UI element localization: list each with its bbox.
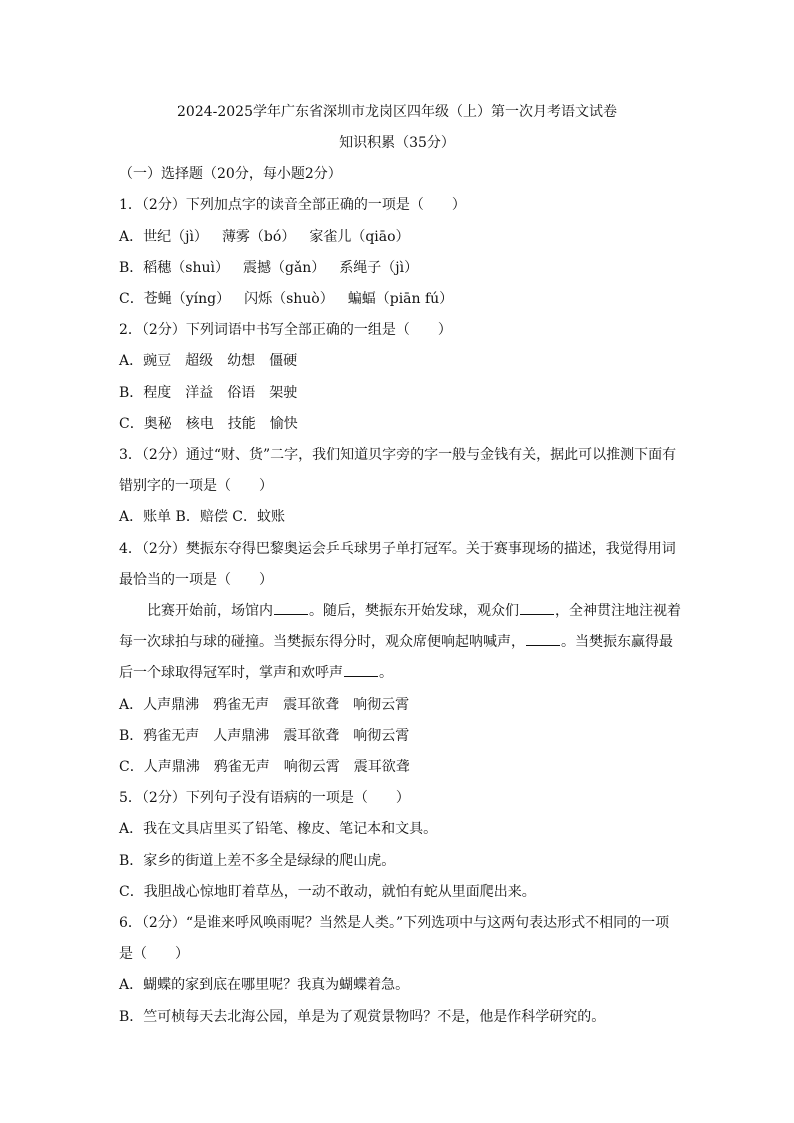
question-4-passage-line3 [119, 664, 679, 682]
question-2-option-b[interactable] [119, 384, 679, 402]
question-3-stem-line2: 错别字的一项是（ ） [119, 478, 273, 494]
option-text: C．苍蝇（yíng） [119, 291, 231, 307]
question-1-option-b[interactable] [119, 259, 679, 277]
question-1-option-a[interactable] [119, 228, 679, 246]
option-text: 核电 [185, 416, 214, 432]
option-text: 幼想 [227, 353, 256, 369]
option-text: 震撼（gǎn） [242, 260, 326, 276]
passage-text: 。当樊振东赢得最 [561, 634, 673, 650]
option-text: 僵硬 [269, 353, 298, 369]
option-text: 家雀儿（qiāo） [309, 229, 410, 245]
option-text: C．奥秘 [119, 416, 172, 432]
option-text: 愉快 [269, 416, 298, 432]
question-2-stem: 2．（2分）下列词语中书写全部正确的一组是（ ） [119, 322, 452, 338]
question-6-stem-line2: 是（ ） [119, 946, 189, 962]
answer-blank[interactable] [520, 602, 554, 615]
option-text: 响彻云霄 [353, 728, 410, 744]
answer-blank[interactable] [344, 664, 378, 677]
question-5-option-b[interactable]: B．家乡的街道上差不多全是绿绿的爬山虎。 [119, 853, 396, 869]
option-text: 人声鼎沸 [213, 728, 270, 744]
passage-text: 比赛开始前，场馆内 [147, 603, 273, 619]
passage-text: 后一个球取得冠军时，掌声和欢呼声 [119, 665, 343, 681]
option-text: 震耳欲聋 [353, 759, 410, 775]
option-text: B．鸦雀无声 [119, 728, 200, 744]
question-3-options[interactable]: A．账单 B．赔偿 C．蚊账 [119, 509, 286, 525]
option-text: A．世纪（jì） [119, 229, 208, 245]
option-text: A．人声鼎沸 [119, 697, 200, 713]
question-2-option-a[interactable] [119, 352, 679, 370]
exam-title: 2024-2025学年广东省深圳市龙岗区四年级（上）第一次月考语文试卷 [177, 104, 617, 120]
question-6-stem-line1: 6．（2分）“是谁来呼风唤雨呢？当然是人类。”下列选项中与这两句表达形式不相同的一项 [119, 915, 670, 931]
question-1-option-c[interactable] [119, 290, 679, 308]
option-text: 蝙蝠（piān fú） [347, 291, 454, 307]
passage-text: 。随后，樊振东开始发球，观众们 [309, 603, 519, 619]
question-1-stem: 1．（2分）下列加点字的读音全部正确的一项是（ ） [119, 197, 466, 213]
question-5-option-c[interactable]: C．我胆战心惊地盯着草丛，一动不敢动，就怕有蛇从里面爬出来。 [119, 884, 536, 900]
option-text: 技能 [227, 416, 256, 432]
question-2-option-c[interactable] [119, 415, 679, 433]
question-5-option-a[interactable]: A．我在文具店里买了铅笔、橡皮、笔记本和文具。 [119, 821, 438, 837]
question-6-option-a[interactable]: A．蝴蝶的家到底在哪里呢？我真为蝴蝶着急。 [119, 977, 410, 993]
option-text: 洋益 [185, 385, 214, 401]
option-text: 震耳欲聋 [283, 697, 340, 713]
question-4-stem-line1: 4．（2分）樊振东夺得巴黎奥运会乒乓球男子单打冠军。关于赛事现场的描述，我觉得用词 [119, 541, 676, 557]
option-text: 薄雾（bó） [221, 229, 296, 245]
question-4-passage-line2 [119, 633, 679, 651]
option-text: 震耳欲聋 [283, 728, 340, 744]
option-text: 俗语 [227, 385, 256, 401]
question-4-option-a[interactable] [119, 696, 679, 714]
option-text: A．豌豆 [119, 353, 172, 369]
option-text: B．稻穗（shuì） [119, 260, 229, 276]
subsection-title: （一）选择题（20分，每小题2分） [119, 166, 342, 182]
option-text: B．程度 [119, 385, 172, 401]
question-6-option-b[interactable]: B．竺可桢每天去北海公园，单是为了观赏景物吗？不是，他是作科学研究的。 [119, 1009, 606, 1025]
passage-text: ，全神贯注地注视着 [555, 603, 681, 619]
passage-text: 每一次球拍与球的碰撞。当樊振东得分时，观众席便响起呐喊声， [119, 634, 525, 650]
option-text: 超级 [185, 353, 214, 369]
question-3-stem-line1: 3．（2分）通过“财、货”二字，我们知道贝字旁的字一般与金钱有关，据此可以推测下面有 [119, 447, 677, 463]
passage-text: 。 [379, 665, 393, 681]
option-text: 鸦雀无声 [213, 697, 270, 713]
option-text: C．人声鼎沸 [119, 759, 200, 775]
section-title: 知识积累（35分） [339, 135, 455, 151]
option-text: 响彻云霄 [353, 697, 410, 713]
question-4-option-b[interactable] [119, 727, 679, 745]
question-4-stem-line2: 最恰当的一项是（ ） [119, 572, 273, 588]
option-text: 闪烁（shuò） [244, 291, 334, 307]
question-4-passage-line1 [119, 602, 707, 620]
question-4-option-c[interactable] [119, 758, 679, 776]
option-text: 鸦雀无声 [213, 759, 270, 775]
option-text: 系绳子（jì） [339, 260, 419, 276]
option-text: 响彻云霄 [283, 759, 340, 775]
answer-blank[interactable] [526, 633, 560, 646]
question-5-stem: 5．（2分）下列句子没有语病的一项是（ ） [119, 790, 410, 806]
option-text: 架驶 [269, 385, 298, 401]
answer-blank[interactable] [274, 602, 308, 615]
